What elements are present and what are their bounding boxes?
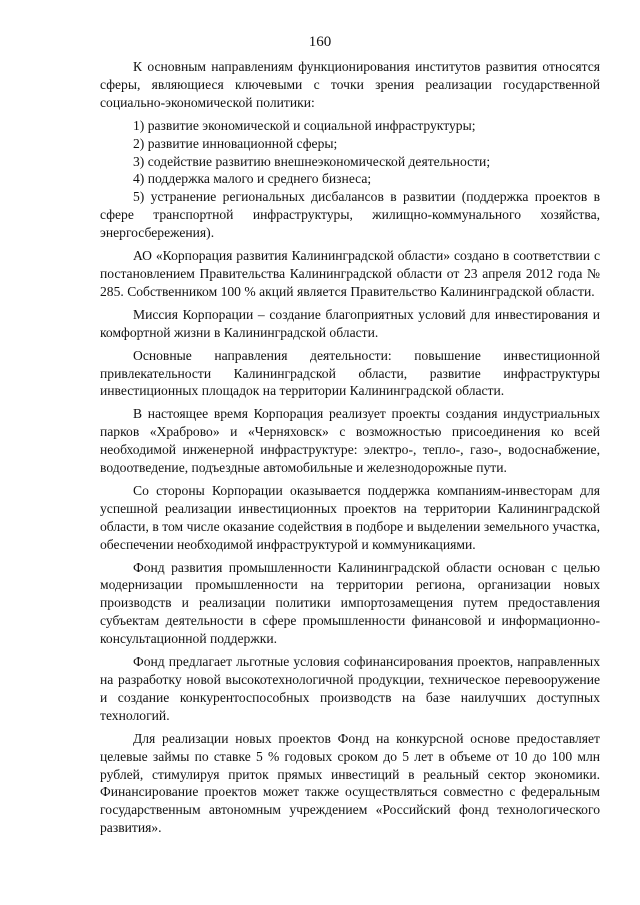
paragraph-fund-loans: Для реализации новых проектов Фонд на конкурсной основе предоставляет целевые займы по ставке 5 % годовых сроком до 5 лет в объеме от 10 до 100 млн рублей, стимулируя приток прямых инвестиций в реальный сектор экономики. Финансирование проектов может также осуществляться совместно с федеральным государственным автономным учреждением «Российский фонд технологического развития».: [100, 730, 600, 836]
list-item-4: 4) поддержка малого и среднего бизнеса;: [133, 171, 372, 187]
paragraph-industrial-parks: В настоящее время Корпорация реализует проекты создания индустриальных парков «Храброво» и «Черняховск» с возможностью присоединения ко всей необходимой инженерной инфраструктуре: электро-, тепло-, газо-, водоснабжение, водоотведение, подъездные автомобильные и железнодорожные пути.: [100, 406, 600, 476]
paragraph-mission: Миссия Корпорации – создание благоприятных условий для инвестирования и комфортной жизни в Калининградской области.: [100, 306, 600, 340]
paragraph-investor-support: Со стороны Корпорации оказывается поддержка компаниям-инвесторам для успешной реализации инвестиционных проектов на территории Калининградской области, в том числе оказание содействия в подборе и выделении земельного участка, обеспечении необходимой инфраструктурой и коммуникациями.: [100, 482, 600, 552]
paragraph-fund-conditions: Фонд предлагает льготные условия софинансирования проектов, направленных на разработку новой высокотехнологичной продукции, техническое перевооружение и создание конкурентоспособных производств на базе наилучших доступных технологий.: [100, 654, 600, 723]
list-item-1: 1) развитие экономической и социальной инфраструктуры;: [133, 117, 476, 133]
list-item-2: 2) развитие инновационной сферы;: [133, 135, 338, 151]
document-body: [100, 58, 600, 842]
paragraph-industry-fund: Фонд развития промышленности Калининградской области основан с целью модернизации промышленности на территории региона, организации новых производств и реализации политики импортозамещения путем предоставления субъектам деятельности в сфере промышленности финансовой и информационно-консультационной поддержки.: [100, 559, 600, 647]
list-item-3: 3) содействие развитию внешнеэкономической деятельности;: [133, 153, 491, 169]
list-item-5: 5) устранение региональных дисбалансов в развитии (поддержка проектов в сфере транспортной инфраструктуры, жилищно-коммунального хозяйства, энергосбережения).: [100, 189, 600, 241]
page-number: 160: [308, 34, 332, 50]
paragraph-corporation: АО «Корпорация развития Калининградской области» создано в соответствии с постановлением Правительства Калининградской области от 23 апреля 2012 года № 285. Собственником 100 % акций является Правительство Калининградской области.: [100, 248, 600, 299]
paragraph-intro: К основным направлениям функционирования институтов развития относятся сферы, являющиеся ключевыми с точки зрения реализации государственной социально-экономической политики:: [100, 59, 600, 110]
paragraph-directions: Основные направления деятельности: повышение инвестиционной привлекательности Калининградской области, развитие инфраструктуры инвестиционных площадок на территории Калининградской области.: [100, 347, 600, 399]
